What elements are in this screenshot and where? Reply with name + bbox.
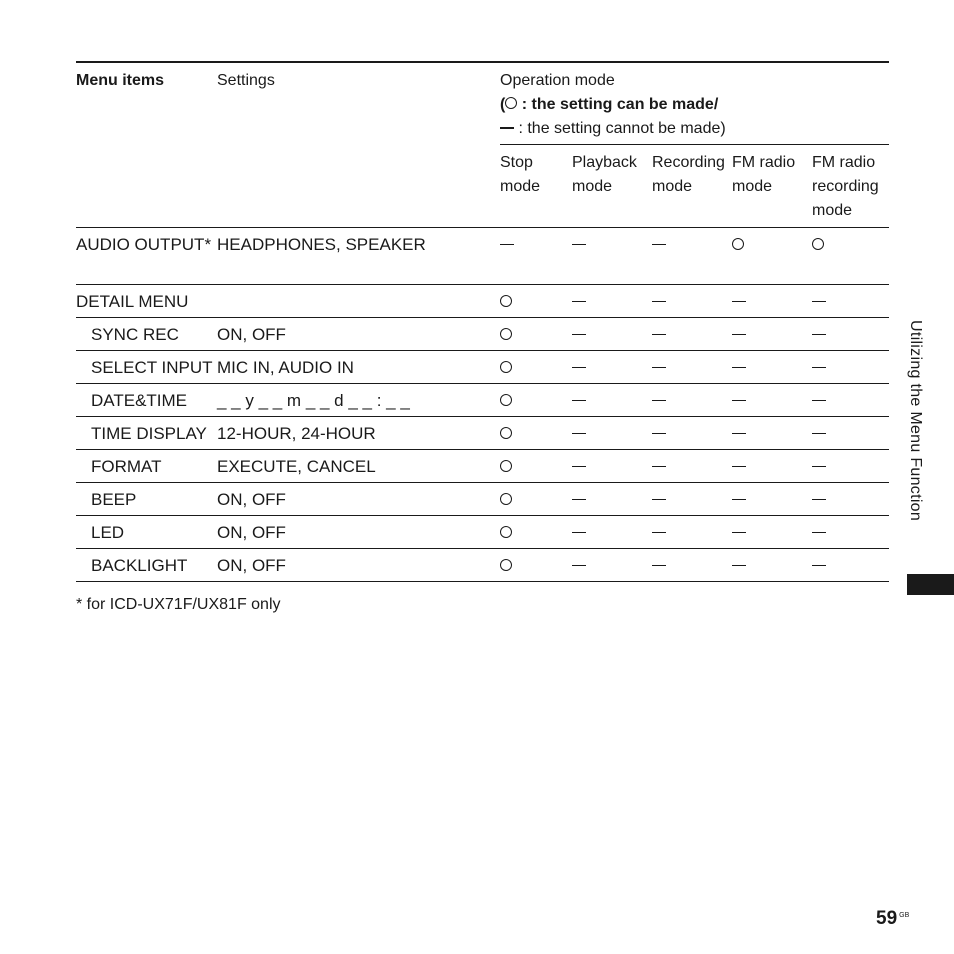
circle-icon [500,361,512,373]
mode-availability-cell [732,384,812,417]
table-row [76,516,889,549]
menu-item-name: TIME DISPLAY [76,417,217,450]
circle-icon [812,238,824,250]
table-row [76,351,889,384]
dash-icon [732,466,746,468]
mode-availability-cell [500,483,572,516]
mode-availability-cell [572,285,652,318]
mode-availability-cell [572,549,652,582]
dash-icon [732,400,746,402]
menu-item-name: LED [76,516,217,549]
dash-icon [572,433,586,435]
table-row [76,483,889,516]
dash-icon [572,499,586,501]
mode-availability-cell [812,483,889,516]
menu-item-settings: HEADPHONES, SPEAKER [217,228,500,285]
mode-availability-cell [732,516,812,549]
menu-item-settings: ON, OFF [217,483,500,516]
menu-item-name: BEEP [76,483,217,516]
mode-header-2: Recording mode [652,145,732,228]
mode-availability-cell [500,516,572,549]
circle-icon [500,295,512,307]
mode-availability-cell [652,384,732,417]
circle-icon [500,394,512,406]
dash-icon [812,301,826,303]
mode-availability-cell [500,318,572,351]
dash-icon [572,565,586,567]
table-row [76,417,889,450]
mode-availability-cell [652,483,732,516]
dash-icon [572,532,586,534]
dash-icon [732,499,746,501]
dash-icon [652,334,666,336]
mode-availability-cell [572,228,652,285]
dash-icon [812,565,826,567]
table-header-row [76,63,889,145]
dash-icon [500,127,514,129]
mode-availability-cell [812,285,889,318]
dash-icon [732,565,746,567]
menu-item-settings: 12-HOUR, 24-HOUR [217,417,500,450]
table-row [76,549,889,582]
mode-availability-cell [812,417,889,450]
mode-availability-cell [572,516,652,549]
dash-icon [812,367,826,369]
mode-availability-cell [812,351,889,384]
circle-icon [505,97,517,109]
header-operation-mode [500,63,889,145]
dash-icon [812,466,826,468]
mode-availability-cell [500,450,572,483]
menu-item-settings: ON, OFF [217,549,500,582]
dash-icon [652,532,666,534]
circle-icon [500,559,512,571]
dash-icon [572,334,586,336]
menu-item-settings [217,285,500,318]
dash-icon [732,367,746,369]
dash-icon [652,565,666,567]
menu-item-settings: EXECUTE, CANCEL [217,450,500,483]
dash-icon [812,334,826,336]
table-row [76,318,889,351]
mode-header-1: Playback mode [572,145,652,228]
section-side-label: Utilizing the Menu Function [907,320,924,522]
mode-availability-cell [652,516,732,549]
dash-icon [572,400,586,402]
mode-availability-cell [572,483,652,516]
dash-icon [652,499,666,501]
mode-availability-cell [732,228,812,285]
mode-availability-cell [500,228,572,285]
dash-icon [572,301,586,303]
circle-icon [732,238,744,250]
header-settings: Settings [217,72,275,89]
table-row [76,450,889,483]
mode-availability-cell [812,318,889,351]
mode-availability-cell [652,549,732,582]
menu-item-name: DATE&TIME [76,384,217,417]
menu-item-name: FORMAT [76,450,217,483]
circle-icon [500,493,512,505]
mode-availability-cell [500,417,572,450]
mode-availability-cell [732,285,812,318]
table-row [76,285,889,318]
mode-header-0: Stop mode [500,145,572,228]
mode-availability-cell [652,450,732,483]
mode-availability-cell [572,384,652,417]
mode-availability-cell [812,516,889,549]
dash-icon [572,244,586,246]
menu-settings-table [76,63,889,582]
dash-icon [812,499,826,501]
dash-icon [652,466,666,468]
mode-availability-cell [572,351,652,384]
mode-availability-cell [500,384,572,417]
mode-availability-cell [572,417,652,450]
mode-availability-cell [500,549,572,582]
menu-item-name: BACKLIGHT [76,549,217,582]
dash-icon [652,433,666,435]
circle-icon [500,328,512,340]
dash-icon [732,301,746,303]
mode-availability-cell [652,228,732,285]
mode-availability-cell [732,417,812,450]
dash-icon [812,532,826,534]
mode-availability-cell [652,417,732,450]
header-menu-items: Menu items [76,72,165,89]
operation-mode-legend-can: ( : the setting can be made/ [500,96,719,113]
mode-availability-cell [572,450,652,483]
circle-icon [500,427,512,439]
circle-icon [500,526,512,538]
dash-icon [572,466,586,468]
menu-item-name: SELECT INPUT [76,351,217,384]
mode-availability-cell [500,351,572,384]
mode-header-3: FM radio mode [732,145,812,228]
mode-availability-cell [652,318,732,351]
mode-availability-cell [732,450,812,483]
mode-availability-cell [812,450,889,483]
section-tab-marker [907,574,954,595]
menu-item-settings: _ _ y _ _ m _ _ d _ _ : _ _ [217,384,500,417]
dash-icon [812,400,826,402]
mode-availability-cell [732,483,812,516]
dash-icon [652,367,666,369]
dash-icon [732,334,746,336]
dash-icon [732,532,746,534]
table-row [76,228,889,285]
dash-icon [652,244,666,246]
mode-availability-cell [812,228,889,285]
mode-availability-cell [652,285,732,318]
menu-item-name: DETAIL MENU [76,285,217,318]
menu-item-settings: ON, OFF [217,318,500,351]
mode-availability-cell [500,285,572,318]
menu-item-settings: MIC IN, AUDIO IN [217,351,500,384]
circle-icon [500,460,512,472]
mode-availability-cell [572,318,652,351]
operation-mode-legend-cannot: : the setting cannot be made) [500,117,889,141]
menu-table-container [76,61,889,582]
dash-icon [652,400,666,402]
page-number: 59 $^{GB}$ [876,908,910,929]
operation-mode-title: Operation mode [500,72,615,89]
dash-icon [572,367,586,369]
mode-availability-cell [812,384,889,417]
mode-availability-cell [652,351,732,384]
dash-icon [652,301,666,303]
menu-item-name: AUDIO OUTPUT* [76,228,217,285]
mode-availability-cell [732,318,812,351]
mode-header-4: FM radio recording mode [812,145,889,228]
dash-icon [500,244,514,246]
menu-item-settings: ON, OFF [217,516,500,549]
mode-availability-cell [732,549,812,582]
menu-item-name: SYNC REC [76,318,217,351]
dash-icon [812,433,826,435]
dash-icon [732,433,746,435]
mode-availability-cell [812,549,889,582]
footnote: * for ICD-UX71F/UX81F only [76,596,281,613]
table-row [76,384,889,417]
mode-availability-cell [732,351,812,384]
